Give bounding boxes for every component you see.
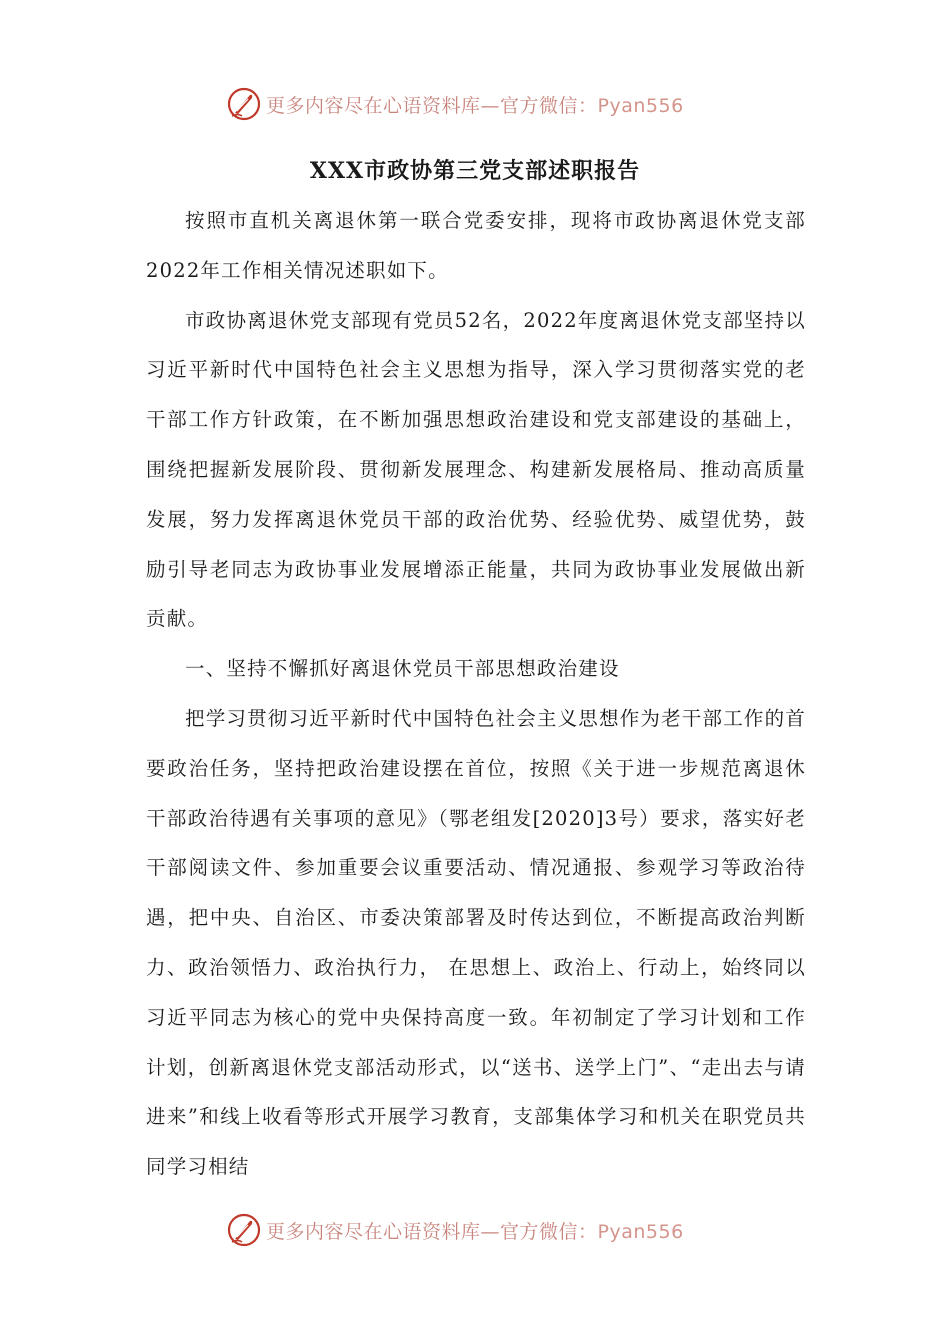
watermark-id: Pyan556	[597, 94, 684, 117]
quill-logo-icon	[226, 86, 262, 122]
watermark-id: Pyan556	[597, 1220, 684, 1243]
watermark-header	[226, 84, 684, 124]
paragraph-intro: 按照市直机关离退休第一联合党委安排，现将市政协离退休党支部2022年工作相关情况述职如下。	[146, 209, 806, 282]
watermark-text: 更多内容尽在心语资料库—官方微信：Pyan556	[266, 1220, 684, 1243]
paragraph-overview: 市政协离退休党支部现有党员52名，2022年度离退休党支部坚持以习近平新时代中国特色社会主义思想为指导，深入学习贯彻落实党的老干部工作方针政策，在不断加强思想政治建设和党支部建设的基础上，围绕把握新发展阶段、贯彻新发展理念、构建新发展格局、推动高质量发展，努力发挥离退休党员干部的政治优势、经验优势、威望优势，鼓励引导老同志为政协事业发展增添正能量，共同为政协事业发展做出新贡献。	[146, 308, 806, 631]
document-title: XXX市政协第三党支部述职报告	[309, 158, 641, 184]
document-body	[146, 196, 806, 1192]
quill-logo-icon	[226, 1212, 262, 1248]
watermark-text: 更多内容尽在心语资料库—官方微信：Pyan556	[266, 94, 684, 117]
paragraph-section-1: 把学习贯彻习近平新时代中国特色社会主义思想作为老干部工作的首要政治任务，坚持把政治建设摆在首位，按照《关于进一步规范离退休干部政治待遇有关事项的意见》（鄂老组发[2020]3号）要求，落实好老干部阅读文件、参加重要会议重要活动、情况通报、参观学习等政治待遇，把中央、自治区、市委决策部署及时传达到位，不断提高政治判断力、政治领悟力、政治执行力， 在思想上、政治上、行动上，始终同以习近平同志为核心的党中央保持高度一致。年初制定了学习计划和工作计划，创新离退休党支部活动形式，以“送书、送学上门”、“走出去与请进来”和线上收看等形式开展学习教育，支部集体学习和机关在职党员共同学习相结	[146, 706, 807, 1179]
watermark-footer	[226, 1210, 684, 1250]
section-heading-1: 一、坚持不懈抓好离退休党员干部思想政治建设	[185, 657, 620, 681]
